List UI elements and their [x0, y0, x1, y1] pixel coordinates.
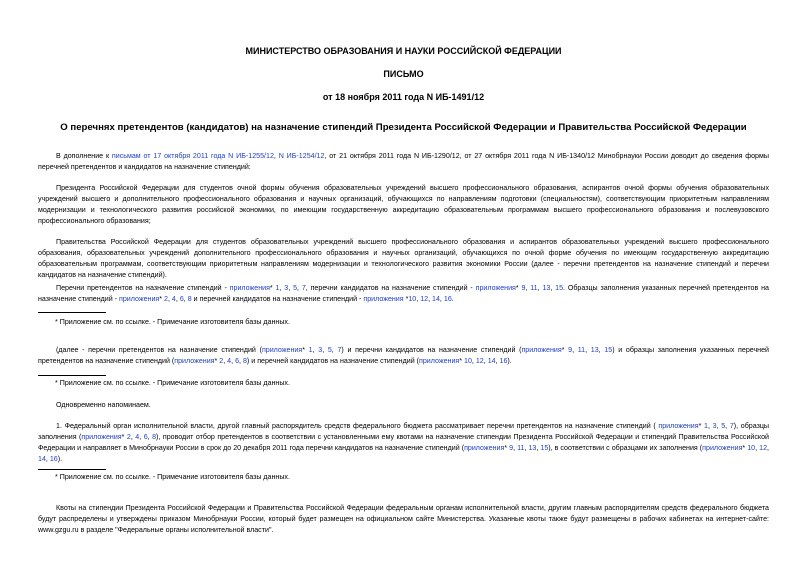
text-fragment: , — [147, 433, 153, 441]
text-fragment: , — [495, 357, 500, 365]
appendix-link-3[interactable]: 3 — [712, 422, 717, 430]
text-fragment: , перечни кандидатов на назначение стипендий - — [305, 284, 476, 292]
appendix-link-15[interactable]: 15 — [555, 284, 564, 292]
text-fragment: , — [175, 295, 180, 303]
appendix-link-8[interactable]: 8 — [152, 433, 157, 441]
text-fragment: , — [45, 455, 50, 463]
text-fragment: , — [416, 295, 421, 303]
text-fragment: , — [279, 284, 285, 292]
paragraph-reminder — [38, 400, 769, 411]
text-fragment: . — [451, 295, 454, 303]
footnote-divider — [38, 375, 106, 376]
footnote: * Приложение см. по ссылке. - Примечание изготовителя базы данных. — [55, 473, 290, 481]
text-fragment: ). — [57, 455, 63, 463]
text-fragment: . Образцы заполнения указанных перечней претендентов на назначение стипендий - — [38, 284, 769, 303]
text-fragment: * — [459, 357, 464, 365]
text-fragment: * — [561, 346, 569, 354]
appendix-link[interactable]: приложения — [658, 422, 699, 430]
text-fragment: , — [139, 433, 144, 441]
appendix-link-7[interactable]: 7 — [337, 346, 342, 354]
text-fragment: * — [214, 357, 220, 365]
text-fragment: * — [515, 284, 522, 292]
appendix-link-4[interactable]: 4 — [135, 433, 140, 441]
text-fragment: , — [183, 295, 188, 303]
appendix-link-13[interactable]: 13 — [542, 284, 551, 292]
text-fragment: ) и перечней кандидатов на назначение стипендий ( — [246, 357, 420, 365]
footnote: * Приложение см. по ссылке. - Примечание изготовителя базы данных. — [55, 379, 290, 387]
text-fragment: , — [550, 284, 556, 292]
appendix-link[interactable]: приложения — [702, 444, 743, 452]
text-fragment: * — [742, 444, 748, 452]
appendix-link-1[interactable]: 1 — [275, 284, 280, 292]
appendix-link[interactable]: приложения — [419, 357, 460, 365]
text-fragment: , — [428, 295, 433, 303]
text-fragment: , — [439, 295, 444, 303]
text-fragment: * — [504, 444, 510, 452]
text-fragment: , — [755, 444, 760, 452]
text-fragment: , — [297, 284, 302, 292]
text-fragment: , — [312, 346, 319, 354]
text-fragment: * — [403, 295, 409, 303]
appendix-link[interactable]: приложения — [464, 444, 505, 452]
appendix-link[interactable]: приложения — [475, 284, 516, 292]
text-fragment: , от 21 октября 2011 года N ИБ-1290/12, от 27 октября 2011 года N ИБ-1340/12 Минобрнауки России доводит до сведения формы перечней претендентов и кандидатов на назначение стипендий: — [38, 152, 769, 171]
text-fragment: , — [331, 346, 338, 354]
appendix-link-16[interactable]: 16 — [49, 455, 58, 463]
text-fragment: и перечней кандидатов на назначение стипендий - — [191, 295, 364, 303]
appendix-link-16[interactable]: 16 — [499, 357, 508, 365]
appendix-link-1[interactable]: 1 — [308, 346, 313, 354]
text-fragment: ) и перечни кандидатов на назначение стипендий ( — [341, 346, 522, 354]
appendix-link[interactable]: приложения — [229, 284, 270, 292]
doc-date-heading: от 18 ноября 2011 года N ИБ-1491/12 — [322, 92, 485, 102]
appendix-link-10[interactable]: 10 — [747, 444, 756, 452]
appendix-link-12[interactable]: 12 — [420, 295, 429, 303]
text-fragment: * — [269, 284, 276, 292]
text-fragment: Правительства Российской Федерации для студентов образовательных учреждений высшего профессионального образования и аспирантов образовательных учреждений высшего профессионального образования, образовательных учреждений дополнительного профессионального образования и научных организаций, обучающихся по очной форме обучения по имеющим государственную аккредитацию образовательным программам, соответствующим приоритетным направлениям модернизации и технологического развития экономики России (далее - перечни претендентов на назначение стипендий и перечни кандидатов на назначение стипендий). — [38, 238, 769, 279]
appendix-link-13[interactable]: 13 — [528, 444, 537, 452]
text-fragment: * — [121, 433, 127, 441]
text-fragment: , — [322, 346, 328, 354]
text-fragment: , — [471, 357, 476, 365]
text-fragment: * — [698, 422, 705, 430]
appendix-link-7[interactable]: 7 — [729, 422, 734, 430]
text-fragment: Перечни претендентов на назначение стипендий - — [56, 284, 230, 292]
appendix-link[interactable]: приложения — [174, 357, 215, 365]
appendix-link-6[interactable]: 6 — [235, 357, 240, 365]
text-fragment: , — [767, 444, 769, 452]
appendix-link-5[interactable]: 5 — [327, 346, 332, 354]
text-fragment: ), проводит отбор претендентов в соответствии с установленными ему квотами на назначение стипендии Президента Российской Федерации и стипендий Правительства Российской Федерации и направляет в Минобрнауки России в срок до 20 декабря 2011 года перечни кандидатов на назначение стипендий ( — [38, 433, 770, 452]
paragraph-lists — [38, 283, 769, 305]
appendix-link-14[interactable]: 14 — [432, 295, 440, 303]
text-fragment: В дополнение к — [56, 152, 112, 160]
document-title: О перечнях претендентов (кандидатов) на назначение стипендий Президента Российской Федерации и Правительства Российской Федерации — [60, 122, 747, 133]
text-fragment: , — [525, 284, 531, 292]
appendix-link-6[interactable]: 6 — [179, 295, 184, 303]
appendix-link-3[interactable]: 3 — [318, 346, 323, 354]
appendix-link-10[interactable]: 10 — [408, 295, 417, 303]
appendix-link-6[interactable]: 6 — [143, 433, 148, 441]
text-fragment: , — [598, 346, 605, 354]
appendix-link-11[interactable]: 11 — [577, 346, 586, 354]
text-fragment: Президента Российской Федерации для студентов очной формы обучения образовательных учреждений высшего профессионального образования, аспирантов очной формы обучения образовательных учреждений высшего и дополнительного профессионального образования и научных организаций, обучающихся по направлениям подготовки (специальностям), соответствующим приоритетным направлениям модернизации и технологического развития российской экономики, по имеющим государственную аккредитацию образовательным программам высшего профессионального образования и послевузовского профессионального образования; — [38, 184, 769, 225]
paragraph-government-scholarship — [38, 237, 769, 281]
paragraph-intro — [38, 151, 769, 173]
footnote: * Приложение см. по ссылке. - Примечание изготовителя базы данных. — [55, 318, 290, 326]
text-fragment: , — [524, 444, 529, 452]
appendix-link-8[interactable]: 8 — [187, 295, 192, 303]
paragraph-procedure — [38, 421, 769, 465]
appendix-link-5[interactable]: 5 — [721, 422, 726, 430]
appendix-link-10[interactable]: 10 — [464, 357, 472, 365]
text-fragment: (далее - перечни претендентов на назначение стипендий ( — [56, 346, 262, 354]
appendix-link-2[interactable]: 2 — [126, 433, 131, 441]
appendix-link-12[interactable]: 12 — [475, 357, 484, 365]
appendix-link[interactable]: приложения — [119, 295, 160, 303]
text-fragment: * — [159, 295, 164, 303]
appendix-link-5[interactable]: 5 — [293, 284, 298, 292]
appendix-link-2[interactable]: 2 — [219, 357, 224, 365]
text-fragment: , — [725, 422, 730, 430]
appendix-link-9[interactable]: 9 — [568, 346, 573, 354]
doc-type-heading: ПИСЬМО — [383, 69, 424, 79]
text-fragment: , — [130, 433, 136, 441]
appendix-link-9[interactable]: 9 — [509, 444, 514, 452]
appendix-link-2[interactable]: 2 — [164, 295, 168, 303]
appendix-link-15[interactable]: 15 — [604, 346, 613, 354]
text-fragment: , — [273, 152, 279, 160]
footnote-divider — [38, 469, 106, 470]
appendix-link-14[interactable]: 14 — [38, 455, 46, 463]
text-fragment: , — [513, 444, 518, 452]
appendix-link-3[interactable]: 3 — [284, 284, 289, 292]
text-fragment: Квоты на стипендии Президента Российской Федерации и Правительства Российской Федерации федеральным органам исполнительной власти, другим главным распорядителям средств федерального бюджета будут распределены и утверждены приказом Минобрнауки России, который будет размещен на официальном сайте Министерства. Указанные квоты также будут размещены в рабочих кабинетах на интернет-сайте: www.gzgu.ru в разделе "Федеральные органы исполнительной власти". — [38, 504, 769, 534]
paragraph-lists-note — [38, 345, 769, 367]
appendix-link[interactable]: приложения — [521, 346, 562, 354]
appendix-link-8[interactable]: 8 — [242, 357, 247, 365]
text-fragment: , — [572, 346, 578, 354]
appendix-link-11[interactable]: 11 — [530, 284, 538, 292]
appendix-link-9[interactable]: 9 — [521, 284, 526, 292]
text-fragment: ) и образцы заполнения указанных перечней претендентов на назначение стипендий ( — [38, 346, 770, 365]
appendix-link-16[interactable]: 16 — [443, 295, 452, 303]
appendix-link-4[interactable]: 4 — [171, 295, 176, 303]
footnote-divider — [38, 312, 106, 313]
text-fragment: , — [239, 357, 243, 365]
text-fragment: , — [716, 422, 722, 430]
letter-link-1255[interactable]: письмам от 17 октября 2011 года N ИБ-1255/12 — [111, 152, 274, 160]
text-fragment: , — [537, 284, 543, 292]
text-fragment: ). — [507, 357, 512, 365]
text-fragment: , — [536, 444, 541, 452]
appendix-link-14[interactable]: 14 — [487, 357, 496, 365]
text-fragment: 1. Федеральный орган исполнительной власти, другой главный распорядитель средств федерального бюджета рассматривает перечни претендентов на назначение стипендий ( — [56, 422, 659, 430]
text-fragment: , — [585, 346, 591, 354]
text-fragment: ), образцы заполнения ( — [38, 422, 769, 441]
appendix-link-1[interactable]: 1 — [704, 422, 708, 430]
ministry-heading: МИНИСТЕРСТВО ОБРАЗОВАНИЯ И НАУКИ РОССИЙСКОЙ ФЕДЕРАЦИИ — [245, 46, 562, 56]
paragraph-quotas — [38, 503, 769, 536]
appendix-link[interactable]: приложения — [363, 295, 404, 303]
letter-link-1254[interactable]: N ИБ-1254/12 — [278, 152, 325, 160]
appendix-link-12[interactable]: 12 — [759, 444, 768, 452]
text-fragment: , — [223, 357, 228, 365]
appendix-link[interactable]: приложения — [81, 433, 122, 441]
appendix-link-11[interactable]: 11 — [517, 444, 525, 452]
appendix-link-4[interactable]: 4 — [227, 357, 232, 365]
appendix-link[interactable]: приложения — [261, 346, 303, 354]
appendix-link-15[interactable]: 15 — [540, 444, 549, 452]
text-fragment: , — [707, 422, 713, 430]
text-fragment: Одновременно напоминаем. — [56, 401, 151, 409]
text-fragment: , — [483, 357, 488, 365]
text-fragment: , — [231, 357, 236, 365]
text-fragment: * — [302, 346, 309, 354]
paragraph-president-scholarship — [38, 183, 769, 227]
appendix-link-13[interactable]: 13 — [590, 346, 599, 354]
appendix-link-7[interactable]: 7 — [301, 284, 306, 292]
text-fragment: , — [167, 295, 172, 303]
text-fragment: , — [288, 284, 294, 292]
text-fragment: ), в соответствии с образцами их заполнения ( — [548, 444, 703, 452]
